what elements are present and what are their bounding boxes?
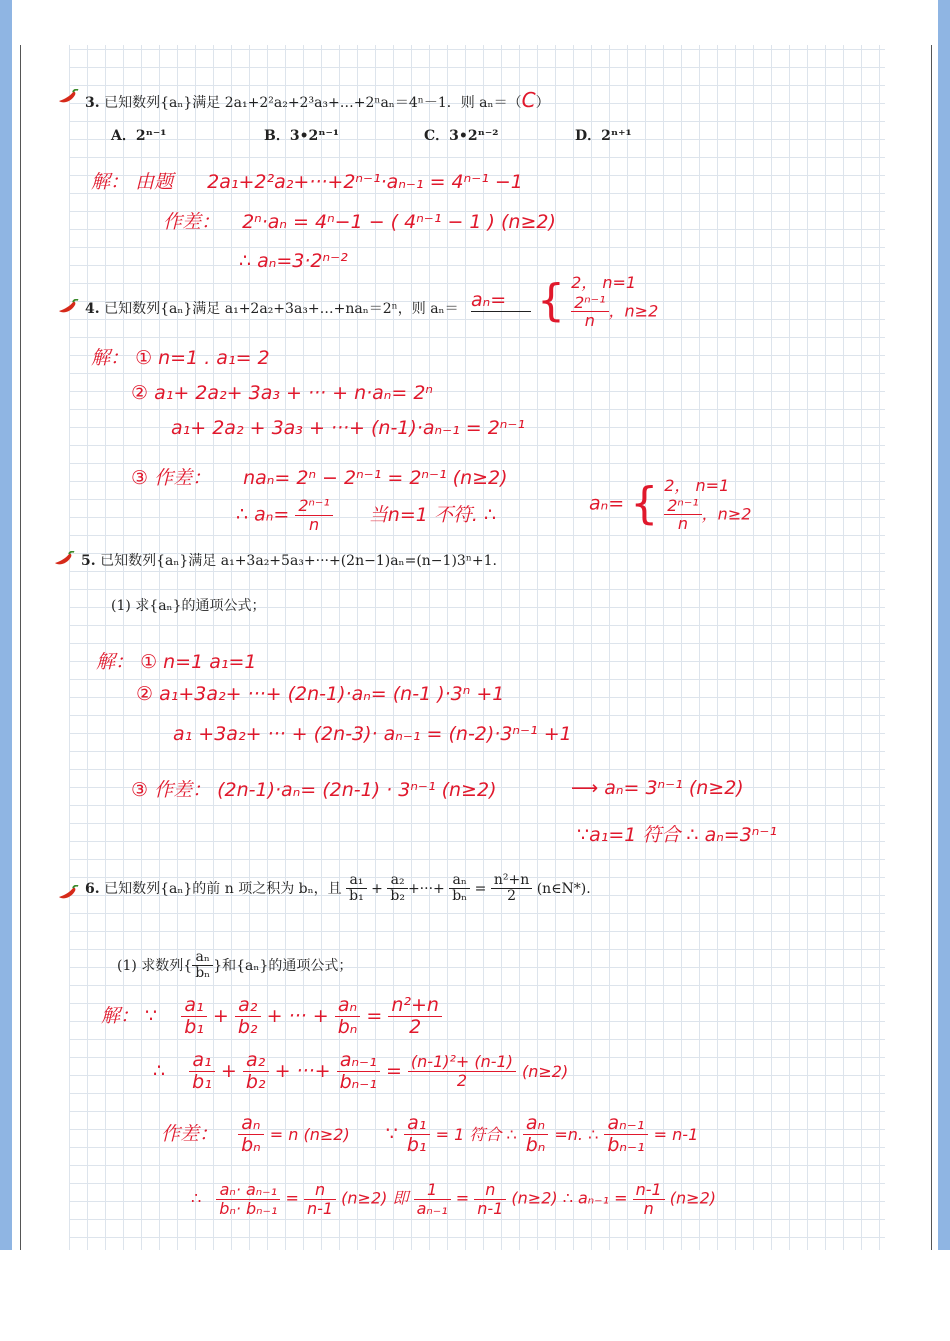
q6-solution-line1: 解： ∵ $\frac{\text{a₁}}{\text{b₁}}$ + $\frac{\text{a₂}}{\text{b₂}}$ + ··· + $\frac{\text{aₙ}}{\text{bₙ}}$ = $\frac{\text{n²+n}}{2}$ [101, 995, 442, 1038]
q3-answer: C [521, 88, 536, 112]
q3-solution-line3: ∴ aₙ=3·2ⁿ⁻² [239, 250, 348, 272]
q3-solution-line1: 解： 由题 2a₁+2²a₂+···+2ⁿ⁻¹·aₙ₋₁ = 4ⁿ⁻¹ −1 [91, 171, 523, 193]
q4-solution-step2a: ② a₁+ 2a₂+ 3a₃ + ··· + n·aₙ= 2ⁿ [131, 382, 433, 404]
chili-icon [53, 551, 75, 567]
q5-solution-conclusion: ∵a₁=1 符合 ∴ aₙ=3ⁿ⁻¹ [577, 824, 778, 846]
q5-solution-step2a: ② a₁+3a₂+ ···+ (2n-1)·aₙ= (n-1 )·3ⁿ +1 [136, 683, 505, 705]
q4-stem: 4. 已知数列{aₙ}满足 a₁+2a₂+3a₃+…+naₙ＝2ⁿ，则 aₙ＝ [85, 301, 459, 317]
q3-option-a: A．2ⁿ⁻¹ [111, 128, 167, 144]
q3-solution-line2: 作差： 2ⁿ·aₙ = 4ⁿ−1 − ( 4ⁿ⁻¹ − 1 ) (n≥2) [163, 211, 556, 233]
q4-solution-result: aₙ= { 2， n=1 $\frac{\text{2ⁿ⁻¹}}{n}$ ，n≥2 [589, 476, 752, 534]
q5-stem: 5. 已知数列{aₙ}满足 a₁+3a₂+5a₃+···+(2n−1)aₙ=(n−1)3ⁿ+1. [81, 553, 497, 569]
worksheet-page [20, 45, 932, 1250]
chili-icon [57, 885, 79, 901]
q6-solution-line4: ∴ $\frac{\text{aₙ· aₙ₋₁}}{\text{bₙ· bₙ₋₁}}$ = $\frac{n}{n-1}$ (n≥2) 即 $\frac{1}{\text{aₙ₋₁}}$ = $\frac{n}{n-1}$ (n≥2) ∴ aₙ₋₁ = $\frac{n-1}{n}$ (n≥2) [191, 1180, 717, 1218]
q5-solution-step3: ③ 作差： (2n-1)·aₙ= (2n-1) · 3ⁿ⁻¹ (n≥2) [131, 779, 497, 801]
chili-icon [57, 299, 79, 315]
q3-option-b: B．3•2ⁿ⁻¹ [264, 128, 340, 144]
q6-solution-line2: ∴ $\frac{\text{a₁}}{\text{b₁}}$ + $\frac{\text{a₂}}{\text{b₂}}$ + ···+ $\frac{\text{aₙ₋₁}}{\text{bₙ₋₁}}$ = $\frac{\text{(n-1)²+ (n-1)}}{2}$ (n≥2) [153, 1049, 569, 1093]
q3-stem: 3. 已知数列{aₙ}满足 2a₁+2²a₂+2³a₃+…+2ⁿaₙ＝4ⁿ－1．则 aₙ＝（C） [85, 88, 550, 112]
q3-option-c: C．3•2ⁿ⁻² [424, 128, 499, 144]
q4-answer: aₙ= { 2， n=1 $\frac{\text{2ⁿ⁻¹}}{n}$ ，n≥2 [471, 273, 659, 331]
grid-mask-right [885, 45, 931, 1250]
q5-solution-step1: 解： ① n=1 a₁=1 [96, 651, 257, 673]
q5-solution-step2b: a₁ +3a₂+ ··· + (2n-3)· aₙ₋₁ = (n-2)·3ⁿ⁻¹ +1 [173, 723, 572, 745]
q6-part1: (1) 求数列{ $\frac{\text{aₙ}}{\text{bₙ}}$ }和{aₙ}的通项公式； [117, 949, 353, 982]
q4-solution-step1: 解： ① n=1 . a₁= 2 [91, 347, 270, 369]
chili-icon [57, 89, 79, 105]
q6-solution-line3: 作差： $\frac{\text{aₙ}}{\text{bₙ}}$ = n (n≥2) ∵ $\frac{\text{a₁}}{\text{b₁}}$ = 1 符合 ∴ $\frac{\text{aₙ}}{\text{bₙ}}$ =n. ∴ $\frac{\text{aₙ₋₁}}{\text{bₙ₋₁}}$ = n-1 [161, 1112, 699, 1156]
q5-solution-result: ⟶ aₙ= 3ⁿ⁻¹ (n≥2) [571, 777, 744, 799]
grid-mask-left [21, 45, 69, 1250]
left-blue-margin [0, 0, 12, 1250]
q4-solution-step4: ∴ aₙ= $\frac{\text{2ⁿ⁻¹}}{n}$ 当n=1 不符. ∴ [236, 496, 497, 534]
q5-part1: (1) 求{aₙ}的通项公式； [111, 598, 266, 614]
q4-solution-step2b: a₁+ 2a₂ + 3a₃ + ···+ (n-1)·aₙ₋₁ = 2ⁿ⁻¹ [171, 417, 526, 439]
right-blue-margin [938, 0, 950, 1250]
q4-solution-step3: ③ 作差： naₙ= 2ⁿ − 2ⁿ⁻¹ = 2ⁿ⁻¹ (n≥2) [131, 467, 508, 489]
q6-stem: 6. 已知数列{aₙ}的前 n 项之积为 bₙ，且 $\frac{\text{a₁}}{\text{b₁}}$ + $\frac{\text{a₂}}{\text{b₂}}$ +···+ $\frac{\text{aₙ}}{\text{bₙ}}$ = $\frac{\text{n²+n}}{2}$ (n∈N*). [85, 872, 591, 905]
q3-option-d: D．2ⁿ⁺¹ [575, 128, 632, 144]
